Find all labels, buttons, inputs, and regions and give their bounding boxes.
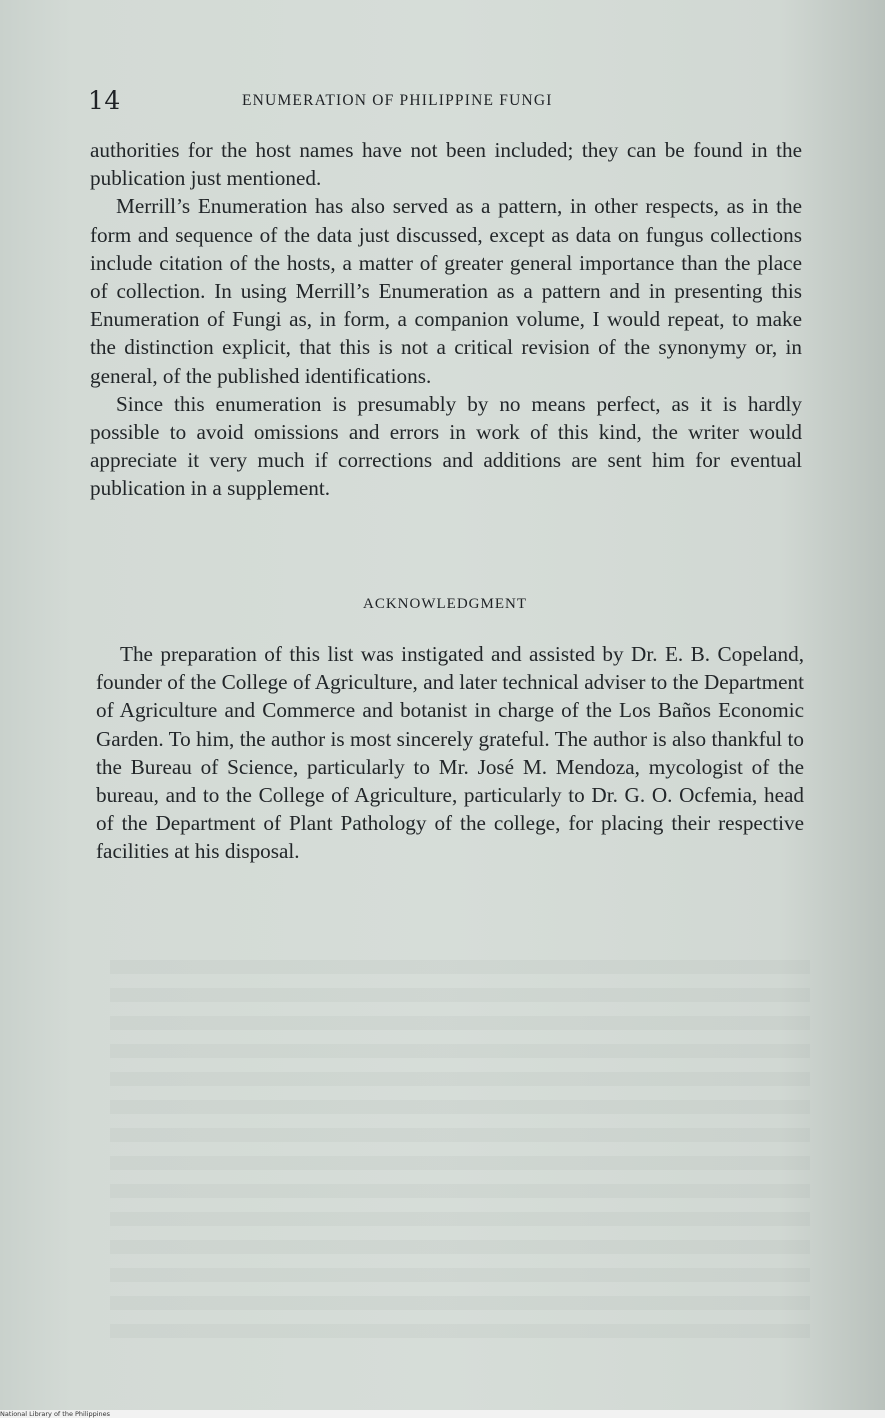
paragraph-corrections: Since this enumeration is presumably by no means perfect, as it is hardly possible to avoid omissions and errors in work of this kind, the writer would appreciate it very much if corrections and additions are sent him for eventual publication in a supplement. — [90, 391, 802, 501]
body-text — [90, 136, 802, 503]
acknowledgment-paragraph: The preparation of this list was instigated and assisted by Dr. E. B. Copeland, founder of the College of Agriculture, and later technical adviser to the Department of Agriculture and Commerce and botanist in charge of the Los Baños Economic Garden. To him, the author is most sincerely grateful. The author is also thankful to the Bureau of Science, particularly to Mr. José M. Mendoza, mycologist of the bureau, and to the College of Agriculture, particularly to Dr. G. O. Ocfemia, head of the Department of Plant Pathology of the college, for placing their respective facilities at his disposal. — [96, 642, 804, 864]
footer-strip — [0, 1410, 885, 1418]
page-header — [88, 86, 808, 120]
running-head: ENUMERATION OF PHILIPPINE FUNGI — [242, 92, 553, 109]
paragraph-continuation: authorities for the host names have not been included; they can be found in the publication just mentioned. — [90, 138, 802, 191]
bleed-through-text — [110, 960, 810, 1340]
acknowledgment-heading: ACKNOWLEDGMENT — [363, 596, 527, 612]
acknowledgment-section — [96, 640, 804, 866]
page-number: 14 — [88, 86, 121, 115]
paragraph-merrill: Merrill’s Enumeration has also served as a pattern, in other respects, as in the form and sequence of the data just discussed, except as data on fungus collections include citation of the hosts, a matter of greater general importance than the place of collection. In using Merrill’s Enumeration as a pattern and in presenting this Enumeration of Fungi as, in form, a companion volume, I would repeat, to make the distinction explicit, that this is not a critical revision of the synonymy or, in general, of the published identifications. — [90, 194, 802, 388]
library-credit: National Library of the Philippines — [0, 1410, 111, 1418]
